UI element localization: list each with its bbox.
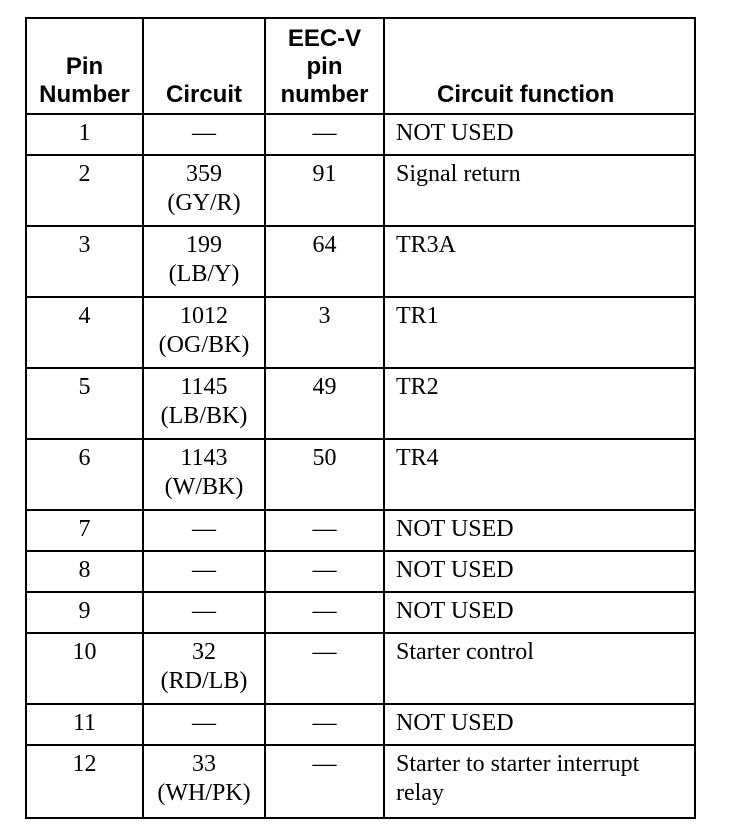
table-row <box>26 745 695 818</box>
cell-circuit: 1143 (W/BK) <box>143 439 265 510</box>
wire-color: (WH/PK) <box>157 780 251 806</box>
cell-pin: 3 <box>26 226 143 297</box>
wire-color: (RD/LB) <box>160 668 248 694</box>
table-row <box>26 633 695 704</box>
header-circuit-function: Circuit function <box>384 18 695 114</box>
header-pin-number: Pin Number <box>26 18 143 114</box>
cell-pin: 11 <box>26 704 143 745</box>
table-row <box>26 439 695 510</box>
cell-eec-pin: — <box>265 592 384 633</box>
header-eec-pin-number: EEC-V pin number <box>265 18 384 114</box>
cell-function: NOT USED <box>384 704 695 745</box>
wire-color: (LB/Y) <box>168 261 240 287</box>
cell-eec-pin: — <box>265 551 384 592</box>
cell-eec-pin: 3 <box>265 297 384 368</box>
cell-function: TR2 <box>384 368 695 439</box>
cell-eec-pin: 49 <box>265 368 384 439</box>
cell-eec-pin: — <box>265 704 384 745</box>
cell-pin: 2 <box>26 155 143 226</box>
cell-function: NOT USED <box>384 592 695 633</box>
header-circuit: Circuit <box>143 18 265 114</box>
cell-circuit: — <box>143 510 265 551</box>
cell-circuit: 32 (RD/LB) <box>143 633 265 704</box>
cell-function: TR1 <box>384 297 695 368</box>
cell-function: TR4 <box>384 439 695 510</box>
cell-eec-pin: — <box>265 745 384 818</box>
cell-pin: 7 <box>26 510 143 551</box>
table-row <box>26 368 695 439</box>
cell-function: NOT USED <box>384 114 695 155</box>
pin-table <box>25 17 696 819</box>
cell-function: NOT USED <box>384 551 695 592</box>
cell-circuit: — <box>143 114 265 155</box>
cell-eec-pin: — <box>265 633 384 704</box>
table-row <box>26 551 695 592</box>
cell-pin: 1 <box>26 114 143 155</box>
cell-circuit: 199 (LB/Y) <box>143 226 265 297</box>
cell-pin: 6 <box>26 439 143 510</box>
table-row <box>26 592 695 633</box>
cell-eec-pin: 64 <box>265 226 384 297</box>
cell-eec-pin: 50 <box>265 439 384 510</box>
cell-circuit: 359 (GY/R) <box>143 155 265 226</box>
cell-circuit: 1145 (LB/BK) <box>143 368 265 439</box>
wire-color: (LB/BK) <box>160 403 248 429</box>
wire-color: (W/BK) <box>164 474 244 500</box>
cell-eec-pin: — <box>265 510 384 551</box>
table-row <box>26 510 695 551</box>
cell-function: Signal return <box>384 155 695 226</box>
table-row <box>26 226 695 297</box>
cell-circuit: — <box>143 551 265 592</box>
cell-pin: 4 <box>26 297 143 368</box>
cell-function: NOT USED <box>384 510 695 551</box>
cell-pin: 9 <box>26 592 143 633</box>
cell-function: TR3A <box>384 226 695 297</box>
cell-pin: 8 <box>26 551 143 592</box>
header-row <box>26 18 695 114</box>
cell-function: Starter to starter interrupt relay <box>384 745 695 818</box>
wire-color: (GY/R) <box>167 190 241 216</box>
cell-eec-pin: 91 <box>265 155 384 226</box>
table-row <box>26 155 695 226</box>
table-row <box>26 297 695 368</box>
cell-circuit: 33 (WH/PK) <box>143 745 265 818</box>
cell-function: Starter control <box>384 633 695 704</box>
table-row <box>26 704 695 745</box>
cell-circuit: — <box>143 704 265 745</box>
cell-pin: 10 <box>26 633 143 704</box>
cell-pin: 5 <box>26 368 143 439</box>
cell-pin: 12 <box>26 745 143 818</box>
cell-circuit: — <box>143 592 265 633</box>
cell-circuit: 1012 (OG/BK) <box>143 297 265 368</box>
table-row <box>26 114 695 155</box>
wire-color: (OG/BK) <box>158 332 250 358</box>
cell-eec-pin: — <box>265 114 384 155</box>
